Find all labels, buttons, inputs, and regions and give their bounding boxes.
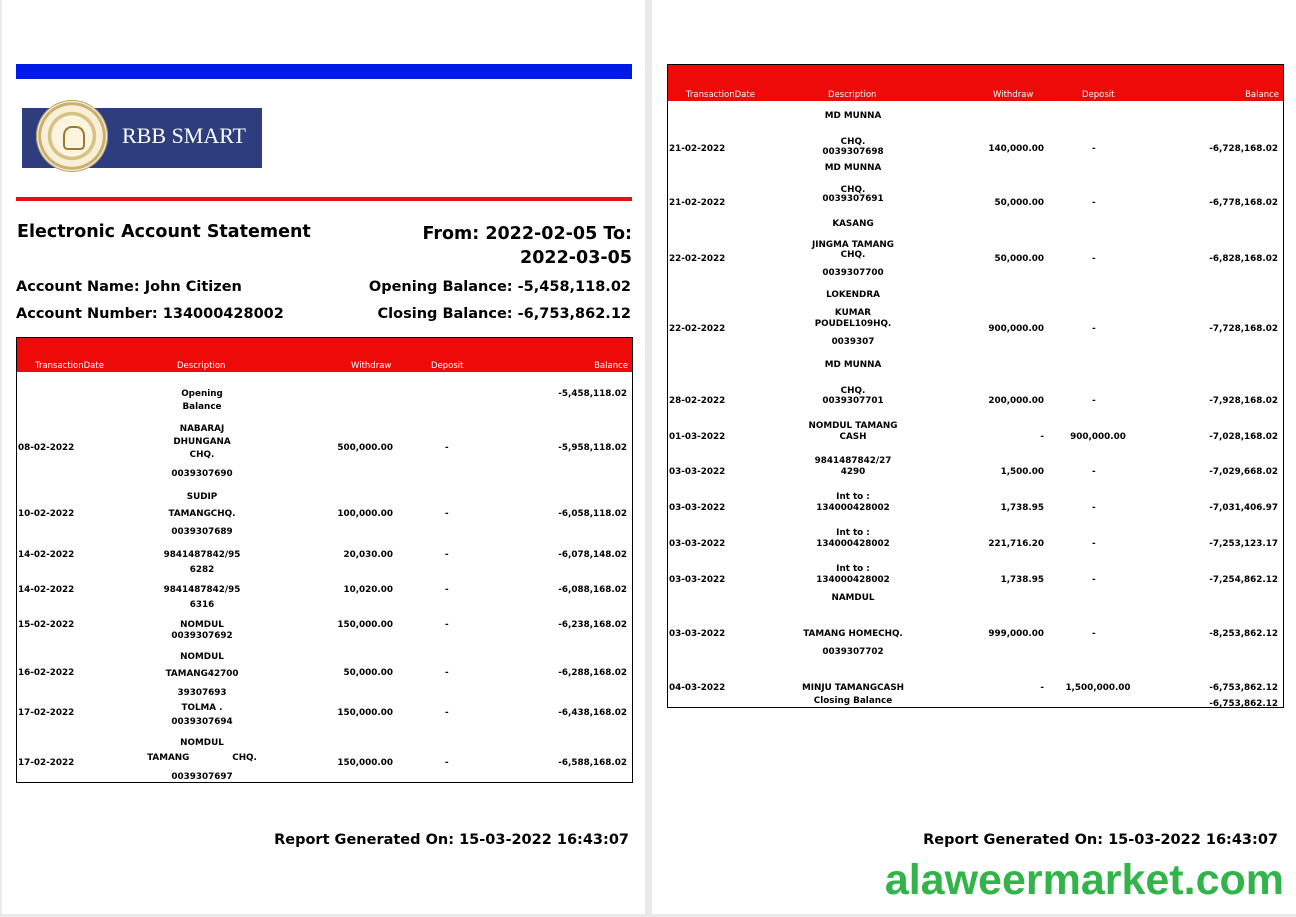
opening-balance: Opening Balance: -5,458,118.02 (368, 279, 631, 295)
description-line: KUMAR (834, 308, 872, 318)
cell-deposit: - (445, 585, 449, 595)
cell-balance: -7,028,168.02 (1209, 432, 1278, 442)
cell-deposit: - (1092, 539, 1096, 549)
statement-page-2 (652, 0, 1296, 914)
description-line: POUDEL109HQ. (814, 319, 892, 329)
account-number: Account Number: 134000428002 (16, 306, 284, 322)
description-line: 0039307691 (822, 194, 884, 204)
cell-balance: -6,753,862.12 (1209, 683, 1278, 693)
column-header-balance: Balance (594, 361, 628, 371)
description-line: 0039307692 (171, 631, 233, 641)
column-header-balance: Balance (1245, 90, 1279, 100)
description-line: CHQ. (840, 386, 866, 396)
statement-page-1 (2, 0, 645, 914)
transactions-table-page-2 (667, 64, 1284, 708)
statement-title: Electronic Account Statement (17, 222, 311, 242)
table-header (668, 65, 1283, 101)
table-header (17, 338, 632, 372)
cell-deposit: 1,500,000.00 (1065, 683, 1131, 693)
cell-deposit: - (1092, 254, 1096, 264)
description-line: 0039307701 (822, 396, 884, 406)
cell-deposit: - (1092, 324, 1096, 334)
period-from: From: 2022-02-05 To: (422, 224, 632, 244)
column-header-deposit: Deposit (431, 361, 464, 371)
description-line: CASH (839, 432, 867, 442)
description-line: 0039307689 (171, 527, 233, 537)
cell-balance: -6,778,168.02 (1209, 198, 1278, 208)
description-line: SUDIP (186, 492, 218, 502)
description-line: TAMANG HOMECHQ. (803, 629, 903, 639)
description-line: Int to : (836, 564, 870, 574)
description-line: LOKENDRA (826, 290, 880, 300)
cell-transaction-date: 03-03-2022 (669, 467, 726, 477)
cell-transaction-date: 22-02-2022 (669, 254, 726, 264)
closing-balance: Closing Balance: -6,753,862.12 (377, 306, 631, 322)
cell-withdraw: 150,000.00 (337, 708, 393, 718)
cell-transaction-date: 17-02-2022 (18, 708, 75, 718)
cell-withdraw: 100,000.00 (337, 509, 393, 519)
cell-deposit: - (1092, 396, 1096, 406)
cell-withdraw: 140,000.00 (988, 144, 1044, 154)
cell-transaction-date: 22-02-2022 (669, 324, 726, 334)
cell-balance: -6,588,168.02 (558, 758, 627, 768)
description-line: TAMANG42700 (165, 669, 239, 679)
column-header-date: TransactionDate (686, 90, 755, 100)
cell-transaction-date: 16-02-2022 (18, 668, 75, 678)
cell-transaction-date: 04-03-2022 (669, 683, 726, 693)
description-line: NAMDUL (831, 593, 875, 603)
cell-balance: -7,029,668.02 (1209, 467, 1278, 477)
description-line: 134000428002 (816, 503, 890, 513)
description-line: DHUNGANA (173, 437, 231, 447)
cell-balance: -6,088,168.02 (558, 585, 627, 595)
cell-deposit: 900,000.00 (1070, 432, 1126, 442)
cell-withdraw: 150,000.00 (337, 758, 393, 768)
column-header-date: TransactionDate (35, 361, 104, 371)
description-line: JINGMA TAMANG (811, 240, 895, 250)
description-line: 0039307700 (822, 268, 884, 278)
cell-withdraw: 20,030.00 (343, 550, 393, 560)
cell-withdraw: 150,000.00 (337, 620, 393, 630)
description-line: 0039307 (831, 337, 875, 347)
column-header-withdraw: Withdraw (993, 90, 1034, 100)
cell-balance: -6,238,168.02 (558, 620, 627, 630)
cell-balance: -6,753,862.12 (1209, 699, 1278, 709)
description-line: 9841487842/95 (163, 550, 241, 560)
description-line: 6316 (189, 600, 215, 610)
description-line: 0039307697 (171, 772, 233, 782)
cell-transaction-date: 21-02-2022 (669, 144, 726, 154)
cell-withdraw: 900,000.00 (988, 324, 1044, 334)
cell-transaction-date: 14-02-2022 (18, 585, 75, 595)
cell-balance: -7,253,123.17 (1209, 539, 1278, 549)
period-to: 2022-03-05 (520, 248, 632, 268)
description-line: 9841487842/27 (814, 456, 892, 466)
column-header-description: Description (828, 90, 877, 100)
transactions-table-page-1 (16, 337, 633, 783)
description-line: Int to : (836, 528, 870, 538)
statement-period (382, 222, 632, 270)
cell-transaction-date: 08-02-2022 (18, 443, 75, 453)
description-line: CHQ. (189, 450, 215, 460)
description-line: 0039307690 (171, 469, 233, 479)
description-line: NOMDUL (180, 652, 224, 662)
cell-balance: -5,958,118.02 (558, 443, 627, 453)
cell-withdraw: 50,000.00 (994, 254, 1044, 264)
cell-transaction-date: 14-02-2022 (18, 550, 75, 560)
cell-transaction-date: 03-03-2022 (669, 503, 726, 513)
cell-balance: -6,058,118.02 (558, 509, 627, 519)
bank-logo (22, 108, 262, 168)
cell-balance: -7,728,168.02 (1209, 324, 1278, 334)
cell-deposit: - (445, 668, 449, 678)
cell-deposit: - (445, 620, 449, 630)
cell-balance: -6,078,148.02 (558, 550, 627, 560)
cell-transaction-date: 03-03-2022 (669, 575, 726, 585)
bank-seal-icon (36, 100, 108, 172)
account-name: Account Name: John Citizen (16, 279, 242, 295)
cell-balance: -7,254,862.12 (1209, 575, 1278, 585)
cell-balance: -6,828,168.02 (1209, 254, 1278, 264)
description-line: NOMDUL TAMANG (808, 421, 898, 431)
cell-withdraw: 999,000.00 (988, 629, 1044, 639)
description-line: MINJU TAMANGCASH (801, 683, 905, 693)
cell-balance: -8,253,862.12 (1209, 629, 1278, 639)
report-generated-footer: Report Generated On: 15-03-2022 16:43:07 (274, 832, 629, 848)
cell-balance: -7,031,406.97 (1209, 503, 1278, 513)
column-header-withdraw: Withdraw (351, 361, 392, 371)
cell-deposit: - (1092, 144, 1096, 154)
description-line: 9841487842/95 (163, 585, 241, 595)
description-line: CHQ. (840, 250, 866, 260)
cell-withdraw: 500,000.00 (337, 443, 393, 453)
cell-balance: -5,458,118.02 (558, 389, 627, 399)
cell-balance: -7,928,168.02 (1209, 396, 1278, 406)
description-line: NOMDUL (180, 620, 224, 630)
description-line: CHQ. (840, 137, 866, 147)
description-line: MD MUNNA (824, 111, 882, 121)
cell-transaction-date: 28-02-2022 (669, 396, 726, 406)
cell-withdraw: 221,716.20 (988, 539, 1044, 549)
cell-withdraw: 200,000.00 (988, 396, 1044, 406)
description-line: Opening (181, 389, 223, 399)
cell-deposit: - (445, 708, 449, 718)
cell-withdraw: 10,020.00 (343, 585, 393, 595)
description-line: 6282 (189, 565, 215, 575)
description-line: 134000428002 (816, 575, 890, 585)
cell-deposit: - (445, 550, 449, 560)
description-line: Closing Balance (813, 696, 893, 706)
cell-withdraw: 1,738.95 (1000, 575, 1044, 585)
cell-withdraw: - (1040, 683, 1044, 693)
cell-deposit: - (1092, 629, 1096, 639)
description-line: 134000428002 (816, 539, 890, 549)
cell-transaction-date: 17-02-2022 (18, 758, 75, 768)
description-line: CHQ. (840, 185, 866, 195)
report-generated-footer: Report Generated On: 15-03-2022 16:43:07 (923, 832, 1278, 848)
column-header-description: Description (177, 361, 226, 371)
cell-deposit: - (445, 509, 449, 519)
description-line: MD MUNNA (824, 360, 882, 370)
cell-withdraw: 1,500.00 (1000, 467, 1044, 477)
cell-deposit: - (1092, 575, 1096, 585)
column-header-deposit: Deposit (1082, 90, 1115, 100)
cell-transaction-date: 10-02-2022 (18, 509, 75, 519)
description-line: 4290 (840, 467, 866, 477)
description-line: 0039307698 (822, 147, 884, 157)
header-blue-bar (16, 64, 632, 79)
description-line: TAMANGCHQ. (168, 509, 236, 519)
watermark: alaweermarket.com (884, 856, 1284, 904)
description-line: NOMDUL (180, 738, 224, 748)
cell-withdraw: - (1040, 432, 1044, 442)
cell-transaction-date: 01-03-2022 (669, 432, 726, 442)
description-line: 0039307694 (171, 717, 233, 727)
cell-withdraw: 1,738.95 (1000, 503, 1044, 513)
description-line: KASANG (832, 219, 874, 229)
description-line: 39307693 (177, 688, 227, 698)
cell-deposit: - (1092, 467, 1096, 477)
cell-deposit: - (445, 443, 449, 453)
description-line: Int to : (836, 492, 870, 502)
cell-deposit: - (1092, 198, 1096, 208)
cell-deposit: - (445, 758, 449, 768)
description-line: Balance (182, 402, 222, 412)
header-red-divider (16, 197, 632, 201)
description-line: TAMANG CHQ. (147, 753, 257, 763)
cell-transaction-date: 21-02-2022 (669, 198, 726, 208)
cell-deposit: - (1092, 503, 1096, 513)
cell-balance: -6,438,168.02 (558, 708, 627, 718)
description-line: 0039307702 (822, 647, 884, 657)
cell-balance: -6,288,168.02 (558, 668, 627, 678)
description-line: TOLMA . (181, 703, 223, 713)
description-line: MD MUNNA (824, 163, 882, 173)
logo-text: RBB SMART (122, 123, 246, 148)
cell-transaction-date: 15-02-2022 (18, 620, 75, 630)
cell-withdraw: 50,000.00 (994, 198, 1044, 208)
cell-transaction-date: 03-03-2022 (669, 539, 726, 549)
cell-balance: -6,728,168.02 (1209, 144, 1278, 154)
cell-transaction-date: 03-03-2022 (669, 629, 726, 639)
cell-withdraw: 50,000.00 (343, 668, 393, 678)
description-line: NABARAJ (179, 424, 225, 434)
